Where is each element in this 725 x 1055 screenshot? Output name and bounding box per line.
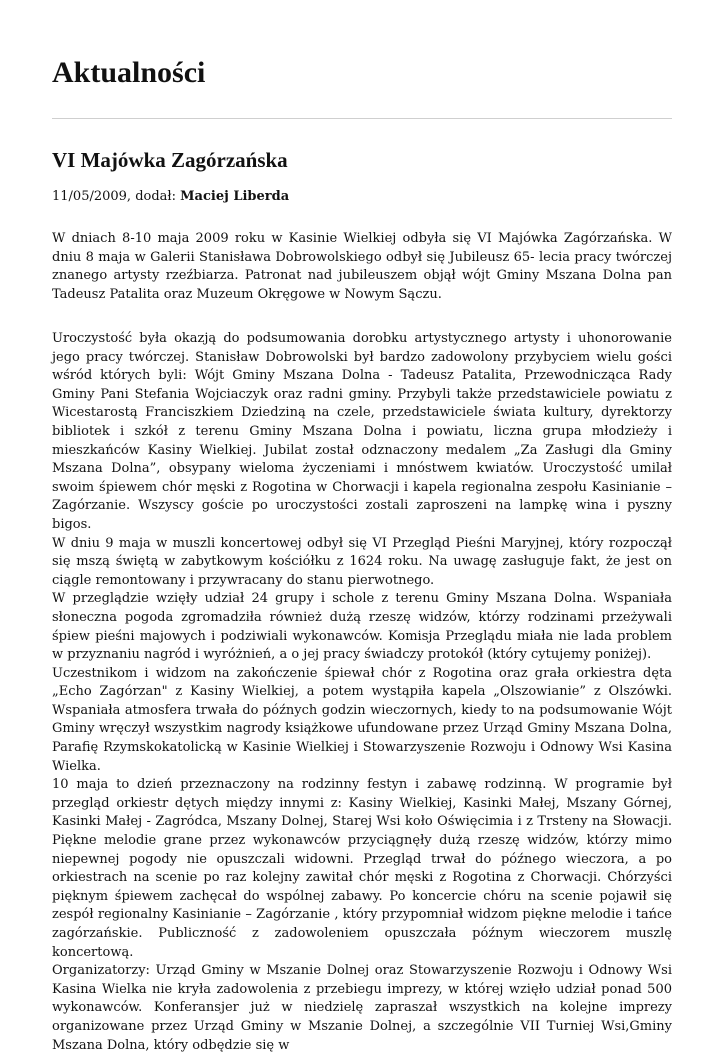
- title-divider: [52, 118, 672, 119]
- article-meta: [52, 187, 289, 207]
- article-author: Maciej Liberda: [180, 189, 290, 204]
- article-paragraph: Uczestnikom i widzom na zakończenie śpiewał chór z Rogotina oraz grała orkiestra dęta „Echo Zagórzan" z Kasiny Wielkiej, a potem wystąpiła kapela „Olszowianie” z Olszówki. Wspaniała atmosfera trwała do późnych godzin wieczornych, kiedy to na podsumowanie Wójt Gminy wręczył wszystkim nagrody książkowe ufundowane przez Urząd Gminy Mszana Dolna, Parafię Rzymskokatolicką w Kasinie Wielkiej i Stowarzyszenie Rozwoju i Odnowy Wsi Kasina Wielka.: [52, 665, 672, 774]
- article-paragraph: Organizatorzy: Urząd Gminy w Mszanie Dolnej oraz Stowarzyszenie Rozwoju i Odnowy Wsi Kasina Wielka nie kryła zadowolenia z przebiegu imprezy, w której wzięło udział ponad 500 wykonawców. Konferansjer już w niedzielę zapraszał wszystkich na kolejne imprezy organizowane przez Urząd Gminy w Mszanie Dolnej, a szczególnie VII Turniej Wsi,Gminy Mszana Dolna, który odbędzie się w: [52, 963, 672, 1053]
- article-paragraph: 10 maja to dzień przeznaczony na rodzinny festyn i zabawę rodzinną. W programie był przegląd orkiestr dętych między innymi z: Kasiny Wielkiej, Kasinki Małej, Mszany Górnej, Kasinki Małej - Zagródca, Mszany Dolnej, Starej Wsi koło Oświęcimia i z Trsteny na Słowacji. Piękne melodie grane przez wykonawców przyciągnęły dużą rzeszę widzów, którzy mimo niepewnej pogody nie opuszczali widowni. Przegląd trwał do późnego wieczora, a po orkiestrach na scenie po raz kolejny zawitał chór męski z Rogotina z Chorwacji. Chórzyści pięknym śpiewem zachęcał do wspólnej zabawy. Po koncercie chóru na scenie pojawił się zespół regionalny Kasinianie – Zagórzanie , który przypomniał widzom piękne melodie i tańce zagórzańskie. Publiczność z zadowoleniem opuszczała późnym wieczorem muszlę koncertową.: [52, 777, 672, 960]
- article-paragraph: Uroczystość była okazją do podsumowania dorobku artystycznego artysty i uhonorowanie jego pracy twórczej. Stanisław Dobrowolski był bardzo zadowolony przybyciem wielu gości wśród których byli: Wójt Gminy Mszana Dolna - Tadeusz Patalita, Przewodnicząca Rady Gminy Pani Stefania Wojciaczyk oraz radni gminy. Przybyli także przedstawiciele powiatu z Wicestarostą Franciszkiem Dziedziną na czele, przedstawiciele świata kultury, dyrektorzy bibliotek i szkół z terenu Gminy Mszana Dolna i powiatu, liczna grupa młodzieży i mieszkańców Kasiny Wielkiej. Jubilat został odznaczony medalem „Za Zasługi dla Gminy Mszana Dolna”, obsypany wieloma życzeniami i mnóstwem kwiatów. Uroczystość umilał swoim śpiewem chór męski z Rogotina w Chorwacji i kapela regionalna zespołu Kasinianie – Zagórzanie. Wszyscy goście po uroczystości zostali zaproszeni na lampkę wina i pyszny bigos.: [52, 331, 672, 532]
- article-title: VI Majówka Zagórzańska: [52, 148, 288, 172]
- page-title: Aktualności: [52, 56, 206, 89]
- article-lead-paragraph: W dniach 8-10 maja 2009 roku w Kasinie Wielkiej odbyła się VI Majówka Zagórzańska. W dniu 8 maja w Galerii Stanisława Dobrowolskiego odbył się Jubileusz 65- lecia pracy twórczej znanego artysty rzeźbiarza. Patronat nad jubileuszem objął wójt Gminy Mszana Dolna pan Tadeusz Patalita oraz Muzeum Okręgowe w Nowym Sączu.: [52, 231, 672, 302]
- article-date: 11/05/2009, dodał:: [52, 189, 177, 204]
- article-body: [52, 330, 672, 1055]
- article-paragraph: W przeglądzie wzięły udział 24 grupy i schole z terenu Gminy Mszana Dolna. Wspaniała słoneczna pogoda zgromadziła również dużą rzeszę widzów, którzy rodzinami przeżywali śpiew pieśni majowych i podziwiali wykonawców. Komisja Przeglądu miała nie lada problem w przyznaniu nagród i wyróżnień, a o jej pracy świadczy protokół (który cytujemy poniżej).: [52, 591, 672, 663]
- article-paragraph: W dniu 9 maja w muszli koncertowej odbył się VI Przegląd Pieśni Maryjnej, który rozpoczął się mszą świętą w zabytkowym kościółku z 1624 roku. Na uwagę zasługuje fakt, że jest on ciągle remontowany i przywracany do stanu pierwotnego.: [52, 535, 672, 588]
